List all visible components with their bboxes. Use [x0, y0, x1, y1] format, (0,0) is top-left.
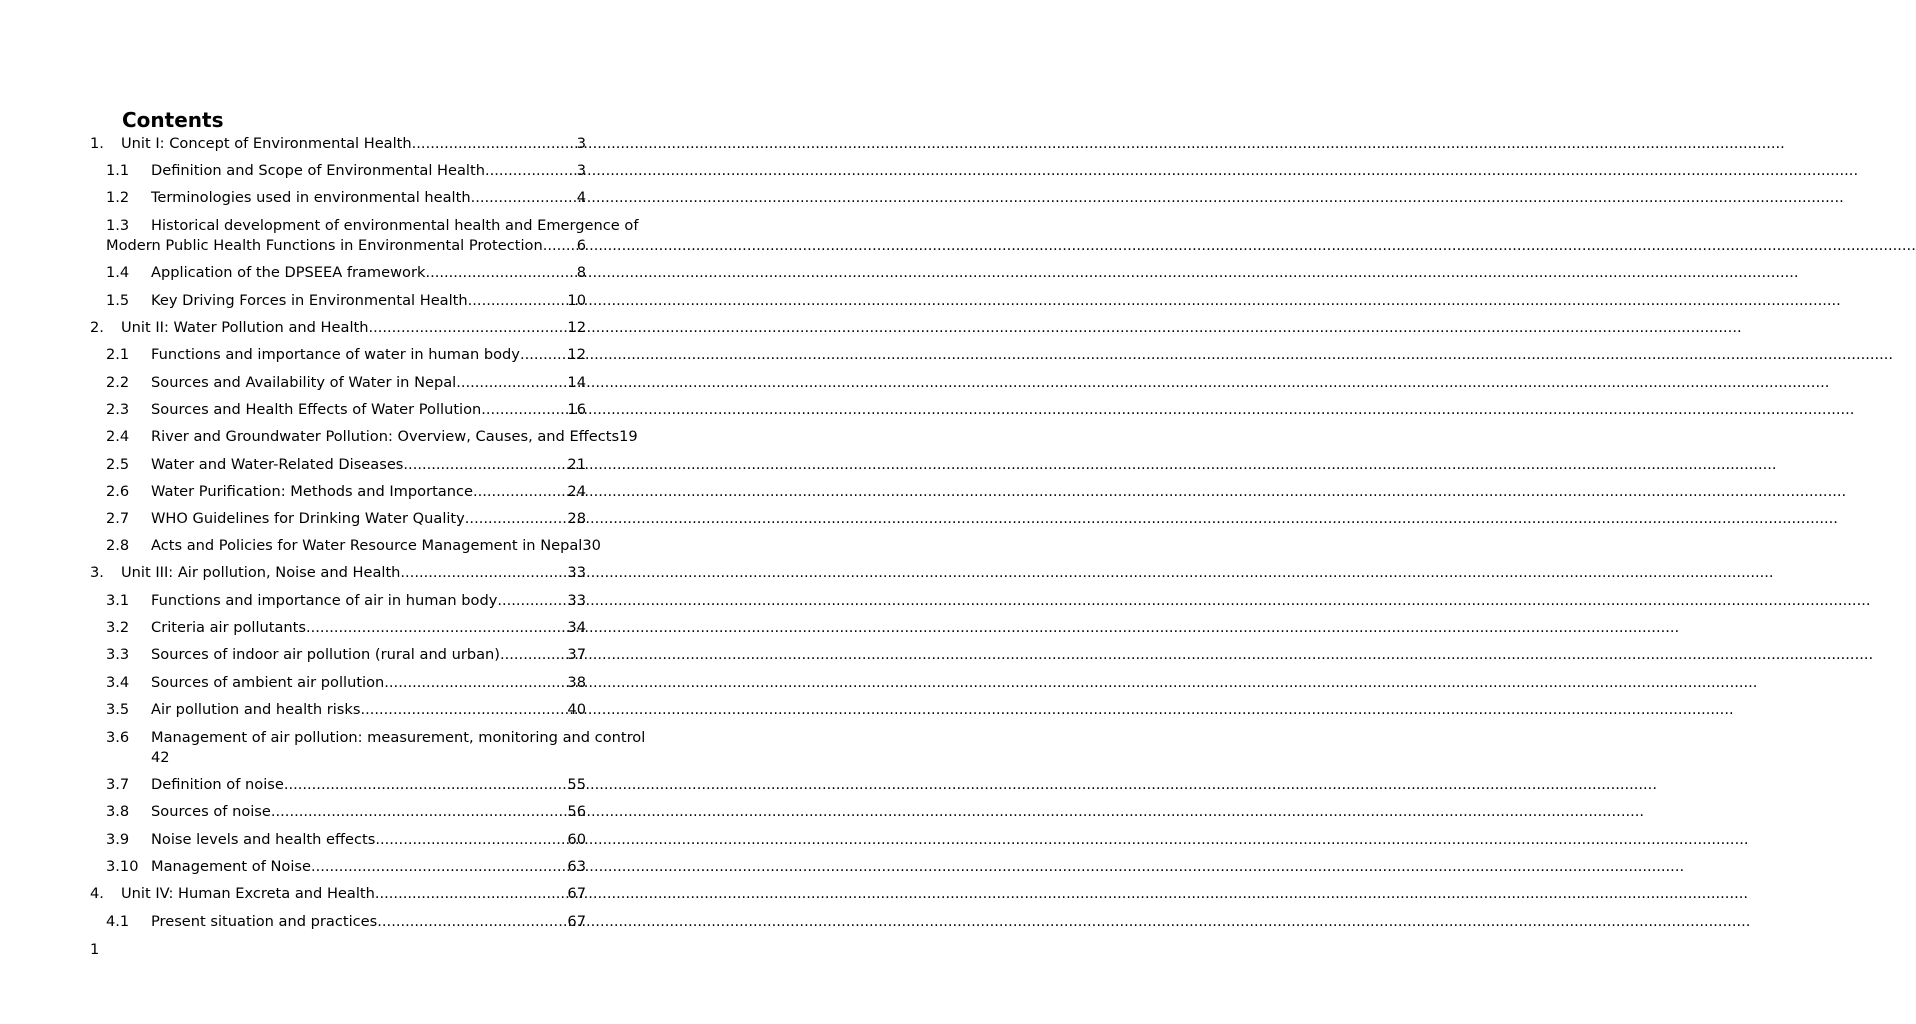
entry-number: 1.3 [106, 217, 130, 234]
entry-title: Present situation and practices [151, 913, 378, 930]
entry-number: 3.4 [106, 674, 130, 691]
entry-number: 3.7 [106, 776, 130, 793]
entry-page-number: 33 [567, 592, 586, 609]
dot-leader [485, 161, 577, 181]
entry-title-line-1: Management of air pollution: measurement, monitoring and control [151, 729, 646, 746]
entry-text-row [151, 509, 586, 529]
entry-number: 3.8 [106, 803, 130, 820]
toc-entry-unit-3[interactable] [0, 563, 677, 583]
entry-page-number: 21 [567, 456, 586, 473]
entry-number: 2.1 [106, 346, 130, 363]
entry-page-number: 10 [567, 292, 586, 309]
toc-entry-2-1[interactable] [0, 345, 677, 365]
entry-text-row [151, 618, 586, 638]
toc-entry-2-3[interactable] [0, 400, 677, 420]
toc-entry-3-4[interactable] [0, 673, 677, 693]
entry-page-number: 4 [576, 189, 586, 206]
toc-entry-2-4[interactable] [0, 427, 677, 447]
entry-number: 2.3 [106, 401, 130, 418]
toc-entry-4-1[interactable] [0, 912, 677, 932]
toc-entry-3-9[interactable] [0, 830, 677, 850]
toc-entry-2-2[interactable] [0, 373, 677, 393]
entry-text-row [151, 802, 586, 822]
entry-text-row [151, 291, 586, 311]
dot-leader [375, 884, 568, 904]
toc-entry-unit-1[interactable] [0, 134, 677, 154]
toc-entry-2-5[interactable] [0, 455, 677, 475]
dot-leader [368, 318, 567, 338]
entry-number: 3.2 [106, 619, 130, 636]
toc-entry-1-5[interactable] [0, 291, 677, 311]
entry-title: Air pollution and health risks [151, 701, 361, 718]
contents-heading: Contents [122, 108, 224, 132]
entry-title: Sources and Availability of Water in Nepal [151, 374, 457, 391]
entry-text-row [151, 263, 586, 283]
entry-title: Terminologies used in environmental health [151, 189, 471, 206]
entry-page-number: 6 [576, 237, 586, 254]
entry-page-number: 28 [567, 510, 586, 527]
entry-title: Water and Water-Related Diseases [151, 456, 404, 473]
entry-page-number: 12 [567, 319, 586, 336]
entry-title: Acts and Policies for Water Resource Management in Nepal [151, 537, 583, 554]
entry-number: 3.6 [106, 729, 130, 746]
entry-number: 3.3 [106, 646, 130, 663]
toc-entry-3-8[interactable] [0, 802, 677, 822]
dot-leader [456, 373, 567, 393]
dot-leader [481, 400, 567, 420]
entry-page-number: 37 [567, 646, 586, 663]
dot-leader [520, 345, 567, 365]
toc-entry-2-6[interactable] [0, 482, 677, 502]
entry-text-row [151, 673, 586, 693]
entry-title: Functions and importance of water in human body [151, 346, 520, 363]
dot-leader [311, 857, 567, 877]
entry-title: Unit I: Concept of Environmental Health [121, 135, 412, 152]
dot-leader [412, 134, 577, 154]
entry-title: Management of Noise [151, 858, 311, 875]
entry-text-row [151, 645, 586, 665]
entry-number: 4. [90, 885, 104, 902]
entry-page-number: 8 [576, 264, 586, 281]
toc-entry-unit-2[interactable] [0, 318, 677, 338]
page-footer-number: 1 [90, 941, 100, 958]
entry-title: Water Purification: Methods and Importance [151, 483, 473, 500]
entry-page-number: 33 [567, 564, 586, 581]
entry-title: Unit III: Air pollution, Noise and Health [121, 564, 401, 581]
entry-title-line-1: Historical development of environmental health and Emergence of [151, 217, 639, 234]
entry-page-number: 56 [567, 803, 586, 820]
entry-text-row [151, 161, 586, 181]
entry-page-number: 38 [567, 674, 586, 691]
dot-leader [473, 482, 567, 502]
entry-number: 3.5 [106, 701, 130, 718]
entry-title: Definition and Scope of Environmental Health [151, 162, 485, 179]
entry-title: Application of the DPSEEA framework [151, 264, 426, 281]
entry-text-row [151, 455, 586, 475]
toc-entry-1-4[interactable] [0, 263, 677, 283]
toc-entry-unit-4[interactable] [0, 884, 677, 904]
toc-entry-1-2[interactable] [0, 188, 677, 208]
entry-text-row [121, 884, 586, 904]
dot-leader [400, 563, 567, 583]
entry-text-row [151, 536, 601, 556]
entry-text-row [151, 912, 586, 932]
entry-title: Sources of noise [151, 803, 271, 820]
entry-text-row [151, 700, 586, 720]
entry-title: WHO Guidelines for Drinking Water Quality [151, 510, 465, 527]
entry-text-row [151, 345, 586, 365]
dot-leader [403, 455, 567, 475]
entry-page-number: 63 [567, 858, 586, 875]
entry-text-row [151, 188, 586, 208]
dot-leader [271, 802, 568, 822]
entry-text-row [151, 400, 586, 420]
entry-number: 1. [90, 135, 104, 152]
entry-page-number: 60 [567, 831, 586, 848]
dot-leader [465, 509, 568, 529]
entry-number: 2.2 [106, 374, 130, 391]
entry-text-row [151, 857, 586, 877]
entry-page-number: 42 [151, 749, 170, 766]
dot-leader [425, 263, 576, 283]
entry-number: 4.1 [106, 913, 130, 930]
dot-leader [468, 291, 568, 311]
entry-page-number: 67 [567, 885, 586, 902]
entry-text-row [106, 236, 586, 256]
dot-leader [377, 912, 567, 932]
dot-leader [360, 700, 567, 720]
toc-entry-2-8[interactable] [0, 536, 677, 556]
toc-entry-1-1[interactable] [0, 161, 677, 181]
entry-title: Definition of noise [151, 776, 284, 793]
dot-leader [500, 645, 567, 665]
entry-page-number: 24 [567, 483, 586, 500]
entry-number: 3. [90, 564, 104, 581]
entry-title: River and Groundwater Pollution: Overview, Causes, and Effects [151, 428, 620, 445]
entry-page-number: 19 [619, 428, 638, 445]
entry-page-number: 16 [567, 401, 586, 418]
entry-number: 2.6 [106, 483, 130, 500]
toc-entry-3-6[interactable] [0, 728, 677, 768]
entry-title: Unit II: Water Pollution and Health [121, 319, 369, 336]
entry-number: 2.8 [106, 537, 130, 554]
toc-entry-2-7[interactable] [0, 509, 677, 529]
entry-number: 1.2 [106, 189, 130, 206]
entry-number: 1.4 [106, 264, 130, 281]
entry-page-number: 67 [567, 913, 586, 930]
entry-text-row [121, 134, 586, 154]
toc-entry-3-5[interactable] [0, 700, 677, 720]
toc-entry-3-3[interactable] [0, 645, 677, 665]
dot-leader [497, 591, 567, 611]
entry-number: 2.7 [106, 510, 130, 527]
entry-number: 2.4 [106, 428, 130, 445]
entry-page-number: 34 [567, 619, 586, 636]
entry-page-number: 3 [576, 162, 586, 179]
entry-text-row [151, 591, 586, 611]
entry-text-row [151, 427, 638, 447]
dot-leader [543, 236, 577, 256]
entry-text-row [151, 482, 586, 502]
entry-page-number: 12 [567, 346, 586, 363]
dot-leader [471, 188, 577, 208]
document-page [0, 0, 768, 1024]
entry-title: Criteria air pollutants [151, 619, 307, 636]
entry-title: Noise levels and health effects [151, 831, 376, 848]
entry-page-number: 30 [582, 537, 601, 554]
toc-entry-3-7[interactable] [0, 775, 677, 795]
entry-text-row [151, 775, 586, 795]
entry-title: Key Driving Forces in Environmental Health [151, 292, 468, 309]
entry-title-line-2: Modern Public Health Functions in Environmental Protection [106, 237, 543, 254]
entry-number: 3.9 [106, 831, 130, 848]
entry-page-number: 55 [567, 776, 586, 793]
entry-number: 2.5 [106, 456, 130, 473]
entry-number: 3.1 [106, 592, 130, 609]
dot-leader [375, 830, 567, 850]
toc-entry-3-2[interactable] [0, 618, 677, 638]
entry-title: Sources of indoor air pollution (rural and urban) [151, 646, 500, 663]
entry-title: Sources of ambient air pollution [151, 674, 385, 691]
dot-leader [306, 618, 567, 638]
entry-number: 1.1 [106, 162, 130, 179]
entry-page-number: 40 [567, 701, 586, 718]
entry-number: 3.10 [106, 858, 139, 875]
dot-leader [284, 775, 568, 795]
entry-text-row [151, 830, 586, 850]
dot-leader [384, 673, 567, 693]
entry-text-row [121, 318, 586, 338]
entry-text-row [121, 563, 586, 583]
entry-title: Functions and importance of air in human body [151, 592, 498, 609]
entry-number: 1.5 [106, 292, 130, 309]
toc-entry-3-10[interactable] [0, 857, 677, 877]
toc-entry-3-1[interactable] [0, 591, 677, 611]
entry-text-row [151, 373, 586, 393]
toc-entry-1-3[interactable] [0, 216, 677, 256]
entry-number: 2. [90, 319, 104, 336]
entry-page-number: 14 [567, 374, 586, 391]
entry-title: Sources and Health Effects of Water Pollution [151, 401, 482, 418]
entry-title: Unit IV: Human Excreta and Health [121, 885, 375, 902]
entry-page-number: 3 [576, 135, 586, 152]
